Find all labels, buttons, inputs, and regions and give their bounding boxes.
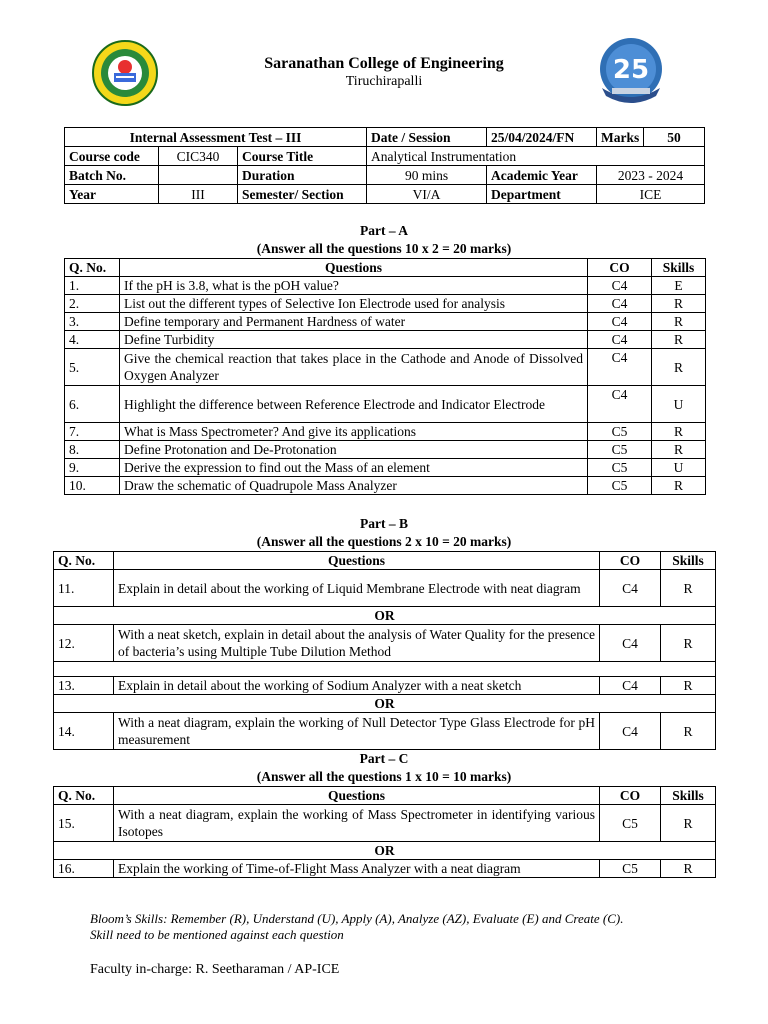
col-co: CO bbox=[588, 259, 652, 277]
co: C4 bbox=[600, 570, 661, 607]
part-a-table bbox=[64, 258, 706, 495]
course-code: CIC340 bbox=[159, 147, 238, 166]
question: With a neat diagram, explain the working of Mass Spectrometer in identifying various Isotopes bbox=[114, 805, 600, 842]
skill: R bbox=[661, 625, 716, 662]
qno: 4. bbox=[65, 331, 120, 349]
course-code-label: Course code bbox=[65, 147, 159, 166]
col-skills: Skills bbox=[661, 552, 716, 570]
qno: 11. bbox=[54, 570, 114, 607]
table-row bbox=[65, 441, 706, 459]
batch-label: Batch No. bbox=[65, 166, 159, 185]
table-row bbox=[65, 477, 706, 495]
semester-value: VI/A bbox=[367, 185, 487, 204]
skill: R bbox=[652, 295, 706, 313]
college-city: Tiruchirapalli bbox=[345, 74, 423, 89]
skill: R bbox=[661, 805, 716, 842]
col-qno: Q. No. bbox=[54, 552, 114, 570]
qno: 12. bbox=[54, 625, 114, 662]
co: C4 bbox=[600, 713, 661, 750]
skill: R bbox=[652, 349, 706, 386]
co: C4 bbox=[588, 349, 652, 386]
co: C5 bbox=[600, 805, 661, 842]
table-row bbox=[54, 677, 716, 695]
or-divider: OR bbox=[54, 607, 716, 625]
skill: R bbox=[652, 441, 706, 459]
table-row bbox=[54, 860, 716, 878]
part-a-title: Part – A bbox=[360, 223, 408, 238]
qno: 16. bbox=[54, 860, 114, 878]
year-value: III bbox=[159, 185, 238, 204]
table-row bbox=[65, 459, 706, 477]
col-skills: Skills bbox=[652, 259, 706, 277]
qno: 7. bbox=[65, 423, 120, 441]
date-value: 25/04/2024/FN bbox=[487, 128, 597, 147]
part-b-subtitle: (Answer all the questions 2 x 10 = 20 marks) bbox=[256, 534, 512, 549]
department-label: Department bbox=[487, 185, 597, 204]
question: If the pH is 3.8, what is the pOH value? bbox=[120, 277, 588, 295]
table-row bbox=[54, 570, 716, 607]
qno: 3. bbox=[65, 313, 120, 331]
duration-label: Duration bbox=[238, 166, 367, 185]
question: Explain in detail about the working of Sodium Analyzer with a neat sketch bbox=[114, 677, 600, 695]
qno: 6. bbox=[65, 386, 120, 423]
academic-year-value: 2023 - 2024 bbox=[597, 166, 705, 185]
test-name: Internal Assessment Test – III bbox=[65, 128, 367, 147]
col-qno: Q. No. bbox=[65, 259, 120, 277]
qno: 13. bbox=[54, 677, 114, 695]
skill: R bbox=[661, 570, 716, 607]
co: C5 bbox=[588, 477, 652, 495]
col-questions: Questions bbox=[120, 259, 588, 277]
blank-row bbox=[54, 662, 716, 677]
question: Give the chemical reaction that takes place in the Cathode and Anode of Dissolved Oxygen Analyzer bbox=[120, 349, 588, 386]
question: Highlight the difference between Reference Electrode and Indicator Electrode bbox=[120, 386, 588, 423]
question: Derive the expression to find out the Mass of an element bbox=[120, 459, 588, 477]
table-row bbox=[65, 331, 706, 349]
marks-label: Marks bbox=[597, 128, 644, 147]
skill: E bbox=[652, 277, 706, 295]
question: Draw the schematic of Quadrupole Mass Analyzer bbox=[120, 477, 588, 495]
skill: R bbox=[652, 477, 706, 495]
blooms-legend: Bloom’s Skills: Remember (R), Understand (U), Apply (A), Analyze (AZ), Evaluate (E) and Create (C). bbox=[90, 911, 624, 926]
skill: R bbox=[661, 677, 716, 695]
question: With a neat diagram, explain the working of Null Detector Type Glass Electrode for pH measurement bbox=[114, 713, 600, 750]
co: C4 bbox=[588, 313, 652, 331]
question: List out the different types of Selective Ion Electrode used for analysis bbox=[120, 295, 588, 313]
duration-value: 90 mins bbox=[367, 166, 487, 185]
date-label: Date / Session bbox=[367, 128, 487, 147]
co: C4 bbox=[600, 677, 661, 695]
skill: U bbox=[652, 459, 706, 477]
co: C5 bbox=[600, 860, 661, 878]
part-a-subtitle: (Answer all the questions 10 x 2 = 20 marks) bbox=[256, 241, 512, 256]
part-b-title: Part – B bbox=[360, 516, 408, 531]
or-divider: OR bbox=[54, 842, 716, 860]
part-b-table bbox=[53, 551, 716, 750]
question: Define temporary and Permanent Hardness of water bbox=[120, 313, 588, 331]
skill: R bbox=[661, 860, 716, 878]
question: Explain the working of Time-of-Flight Mass Analyzer with a neat diagram bbox=[114, 860, 600, 878]
co: C4 bbox=[588, 331, 652, 349]
skill: R bbox=[652, 313, 706, 331]
qno: 9. bbox=[65, 459, 120, 477]
table-row bbox=[54, 713, 716, 750]
question: Define Protonation and De-Protonation bbox=[120, 441, 588, 459]
co: C5 bbox=[588, 423, 652, 441]
col-questions: Questions bbox=[114, 552, 600, 570]
co: C5 bbox=[588, 441, 652, 459]
col-qno: Q. No. bbox=[54, 787, 114, 805]
table-row bbox=[65, 386, 706, 423]
year-label: Year bbox=[65, 185, 159, 204]
course-title-label: Course Title bbox=[238, 147, 367, 166]
table-row bbox=[54, 625, 716, 662]
col-questions: Questions bbox=[114, 787, 600, 805]
marks-value: 50 bbox=[644, 128, 705, 147]
academic-year-label: Academic Year bbox=[487, 166, 597, 185]
qno: 15. bbox=[54, 805, 114, 842]
qno: 5. bbox=[65, 349, 120, 386]
college-name: Saranathan College of Engineering bbox=[264, 55, 504, 72]
skill: U bbox=[652, 386, 706, 423]
table-row bbox=[65, 313, 706, 331]
qno: 14. bbox=[54, 713, 114, 750]
co: C5 bbox=[588, 459, 652, 477]
svg-text:25: 25 bbox=[612, 55, 650, 85]
co: C4 bbox=[600, 625, 661, 662]
part-c-subtitle: (Answer all the questions 1 x 10 = 10 marks) bbox=[256, 769, 512, 784]
co: C4 bbox=[588, 277, 652, 295]
skill: R bbox=[652, 423, 706, 441]
table-row bbox=[65, 349, 706, 386]
skill: R bbox=[652, 331, 706, 349]
table-row bbox=[65, 423, 706, 441]
department-value: ICE bbox=[597, 185, 705, 204]
col-skills: Skills bbox=[661, 787, 716, 805]
faculty-incharge: Faculty in-charge: R. Seetharaman / AP-ICE bbox=[90, 962, 340, 977]
skill: R bbox=[661, 713, 716, 750]
question: Explain in detail about the working of Liquid Membrane Electrode with neat diagram bbox=[114, 570, 600, 607]
table-row bbox=[65, 295, 706, 313]
batch-value bbox=[159, 166, 238, 185]
co: C4 bbox=[588, 386, 652, 423]
part-c-title: Part – C bbox=[359, 751, 409, 766]
qno: 10. bbox=[65, 477, 120, 495]
or-divider: OR bbox=[54, 695, 716, 713]
qno: 8. bbox=[65, 441, 120, 459]
question: With a neat sketch, explain in detail about the analysis of Water Quality for the presence of bacteria’s using Multiple Tube Dilution Method bbox=[114, 625, 600, 662]
table-row bbox=[65, 277, 706, 295]
co: C4 bbox=[588, 295, 652, 313]
info-table-grid bbox=[64, 127, 705, 204]
qno: 1. bbox=[65, 277, 120, 295]
semester-label: Semester/ Section bbox=[238, 185, 367, 204]
question: What is Mass Spectrometer? And give its applications bbox=[120, 423, 588, 441]
col-co: CO bbox=[600, 552, 661, 570]
skill-note: Skill need to be mentioned against each question bbox=[90, 927, 344, 942]
col-co: CO bbox=[600, 787, 661, 805]
college-logo bbox=[92, 40, 158, 106]
table-row bbox=[54, 805, 716, 842]
part-c-table bbox=[53, 786, 716, 878]
question: Define Turbidity bbox=[120, 331, 588, 349]
qno: 2. bbox=[65, 295, 120, 313]
course-title: Analytical Instrumentation bbox=[367, 147, 705, 166]
